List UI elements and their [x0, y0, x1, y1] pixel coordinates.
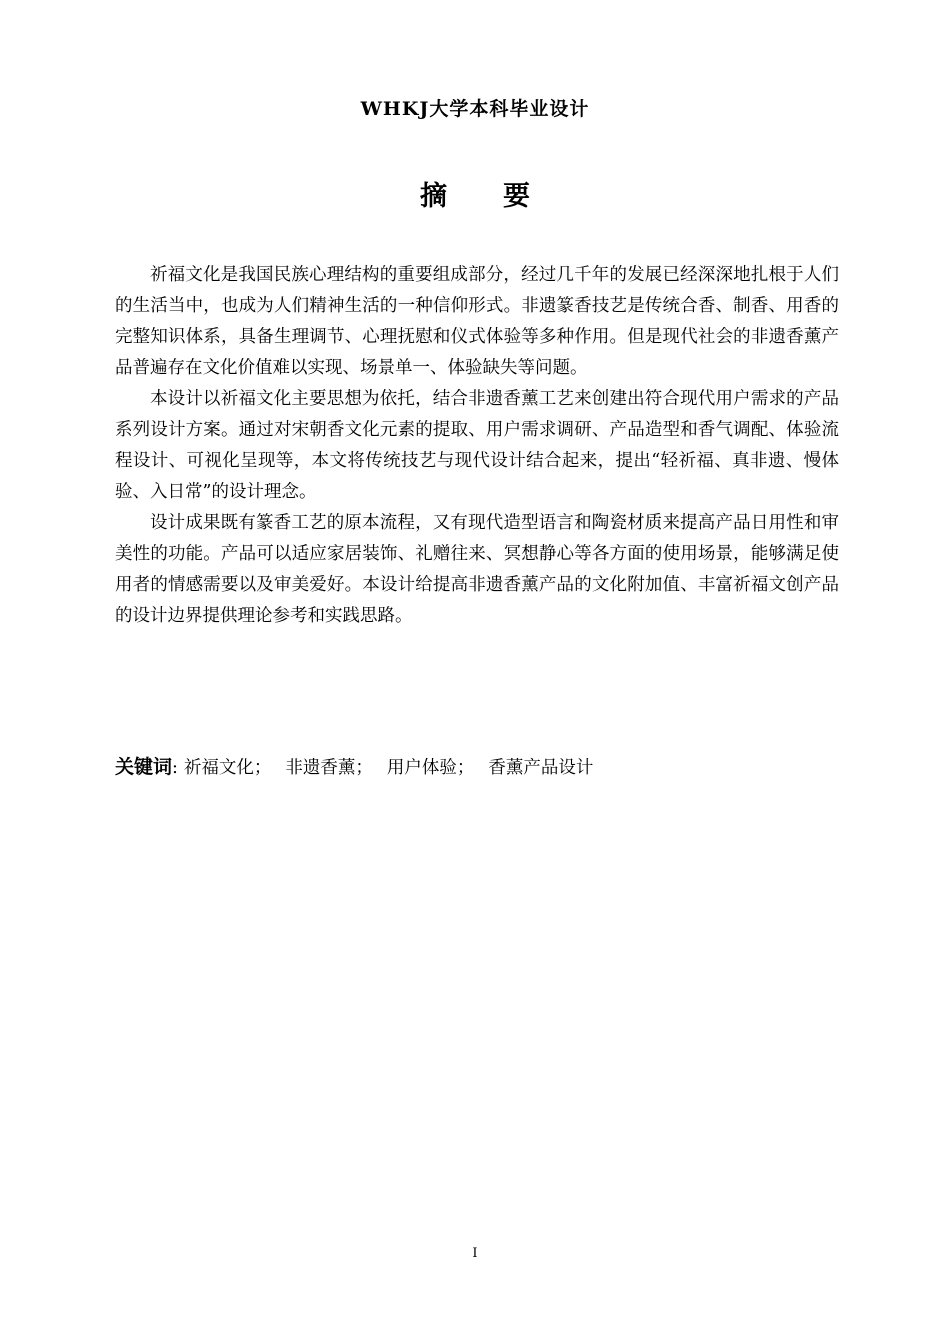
keywords-separator: :: [172, 758, 178, 778]
running-header: WHKJ大学本科毕业设计: [360, 98, 590, 120]
abstract-paragraph-1: 祈福文化是我国民族心理结构的重要组成部分，经过几千年的发展已经深深地扎根于人们的生活当中，也成为人们精神生活的一种信仰形式。非遗篆香技艺是传统合香、制香、用香的完整知识体系，具备生理调节、心理抚慰和仪式体验等多种作用。但是现代社会的非遗香薰产品普遍存在文化价值难以实现、场景单一、体验缺失等问题。: [115, 265, 839, 378]
keyword-item: 非遗香薰；: [285, 758, 373, 778]
abstract-title: 摘要: [420, 181, 586, 212]
abstract-paragraph-2: 本设计以祈福文化主要思想为依托，结合非遗香薰工艺来创建出符合现代用户需求的产品系列设计方案。通过对宋朝香文化元素的提取、用户需求调研、产品造型和香气调配、体验流程设计、可视化呈现等，本文将传统技艺与现代设计结合起来，提出“轻祈福、真非遗、慢体验、入日常”的设计理念。: [115, 389, 839, 502]
keyword-item: 香薰产品设计: [488, 758, 594, 778]
keywords-label: 关键词: [115, 756, 173, 778]
keywords-line: [115, 752, 839, 783]
keyword-item: 祈福文化；: [183, 758, 272, 778]
keyword-item: 用户体验；: [386, 758, 475, 778]
abstract-paragraph-3: 设计成果既有篆香工艺的原本流程，又有现代造型语言和陶瓷材质来提高产品日用性和审美性的功能。产品可以适应家居装饰、礼赠往来、冥想静心等各方面的使用场景，能够满足使用者的情感需要以及审美爱好。本设计给提高非遗香薰产品的文化附加值、丰富祈福文创产品的设计边界提供理论参考和实践思路。: [115, 513, 839, 626]
page-number: I: [472, 1246, 478, 1261]
abstract-body: [115, 260, 839, 632]
